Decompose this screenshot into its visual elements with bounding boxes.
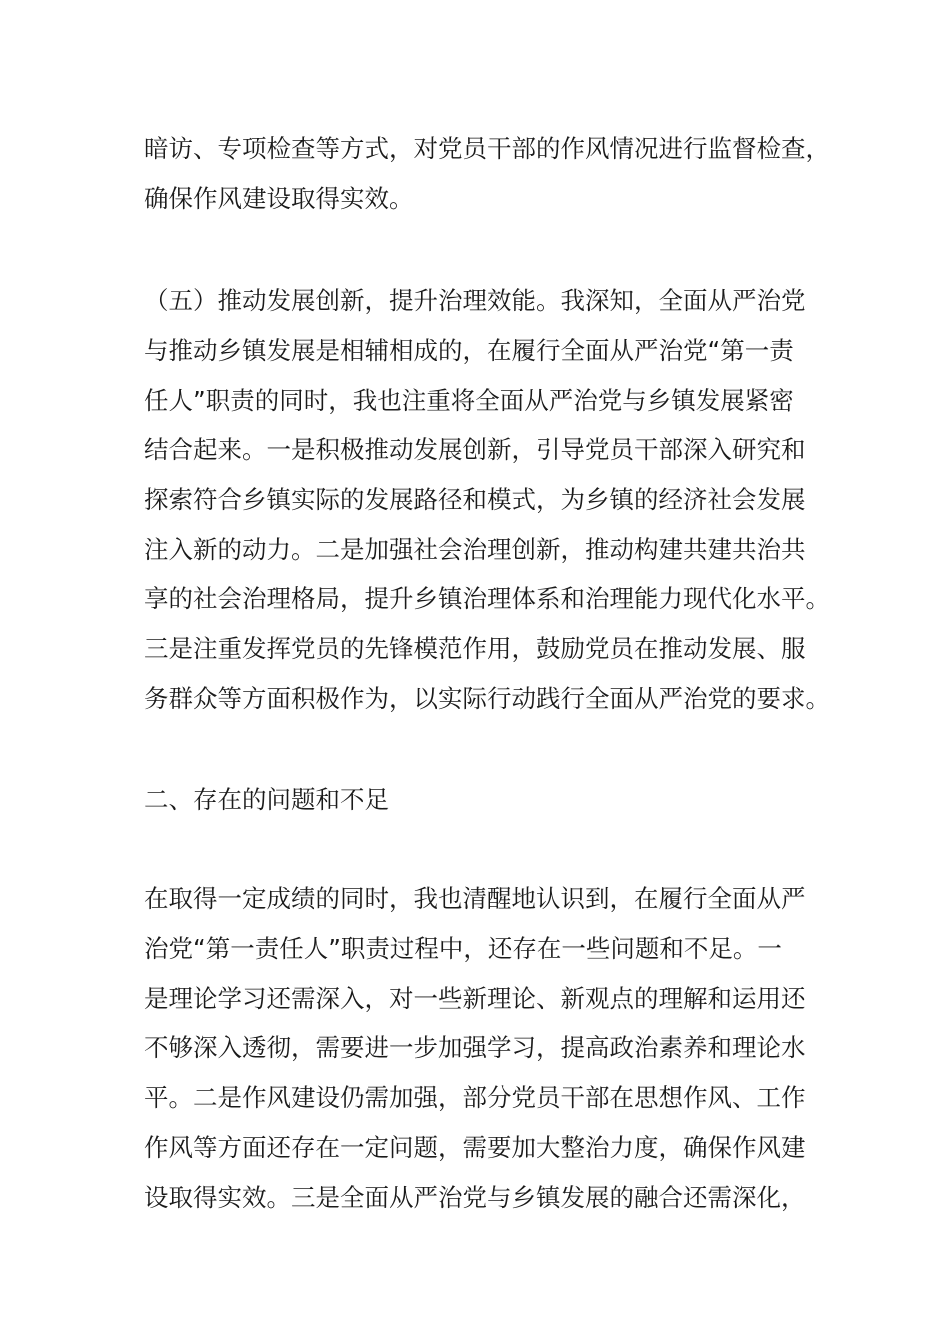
paragraph-2-line: 享的社会治理格局，提升乡镇治理体系和治理能力现代化水平。 xyxy=(144,584,830,613)
paragraph-2-line: （五）推动发展创新，提升治理效能。我深知，全面从严治党 xyxy=(144,286,806,315)
paragraph-3-line: 设取得实效。三是全面从严治党与乡镇发展的融合还需深化， xyxy=(144,1183,806,1212)
paragraph-2-line: 任人”职责的同时，我也注重将全面从严治党与乡镇发展紧密 xyxy=(144,386,794,415)
paragraph-3-line: 平。二是作风建设仍需加强，部分党员干部在思想作风、工作 xyxy=(144,1083,806,1112)
paragraph-3-line: 不够深入透彻，需要进一步加强学习，提高政治素养和理论水 xyxy=(144,1033,806,1062)
paragraph-2-line: 结合起来。一是积极推动发展创新，引导党员干部深入研究和 xyxy=(144,435,806,464)
paragraph-3-line: 作风等方面还存在一定问题，需要加大整治力度，确保作风建 xyxy=(144,1133,806,1162)
section-heading: 二、存在的问题和不足 xyxy=(144,785,389,814)
paragraph-3-line: 是理论学习还需深入，对一些新理论、新观点的理解和运用还 xyxy=(144,984,806,1013)
paragraph-1-line: 暗访、专项检查等方式，对党员干部的作风情况进行监督检查， xyxy=(144,134,830,163)
paragraph-3-line: 在取得一定成绩的同时，我也清醒地认识到，在履行全面从严 xyxy=(144,884,806,913)
paragraph-2-line: 务群众等方面积极作为，以实际行动践行全面从严治党的要求。 xyxy=(144,684,830,713)
paragraph-2-line: 注入新的动力。二是加强社会治理创新，推动构建共建共治共 xyxy=(144,535,806,564)
paragraph-2-line: 与推动乡镇发展是相辅相成的，在履行全面从严治党“第一责 xyxy=(144,336,794,365)
paragraph-3-line: 治党“第一责任人”职责过程中，还存在一些问题和不足。一 xyxy=(144,934,782,963)
paragraph-2-line: 三是注重发挥党员的先锋模范作用，鼓励党员在推动发展、服 xyxy=(144,634,806,663)
paragraph-1-line: 确保作风建设取得实效。 xyxy=(144,184,414,213)
paragraph-2-line: 探索符合乡镇实际的发展路径和模式，为乡镇的经济社会发展 xyxy=(144,485,806,514)
